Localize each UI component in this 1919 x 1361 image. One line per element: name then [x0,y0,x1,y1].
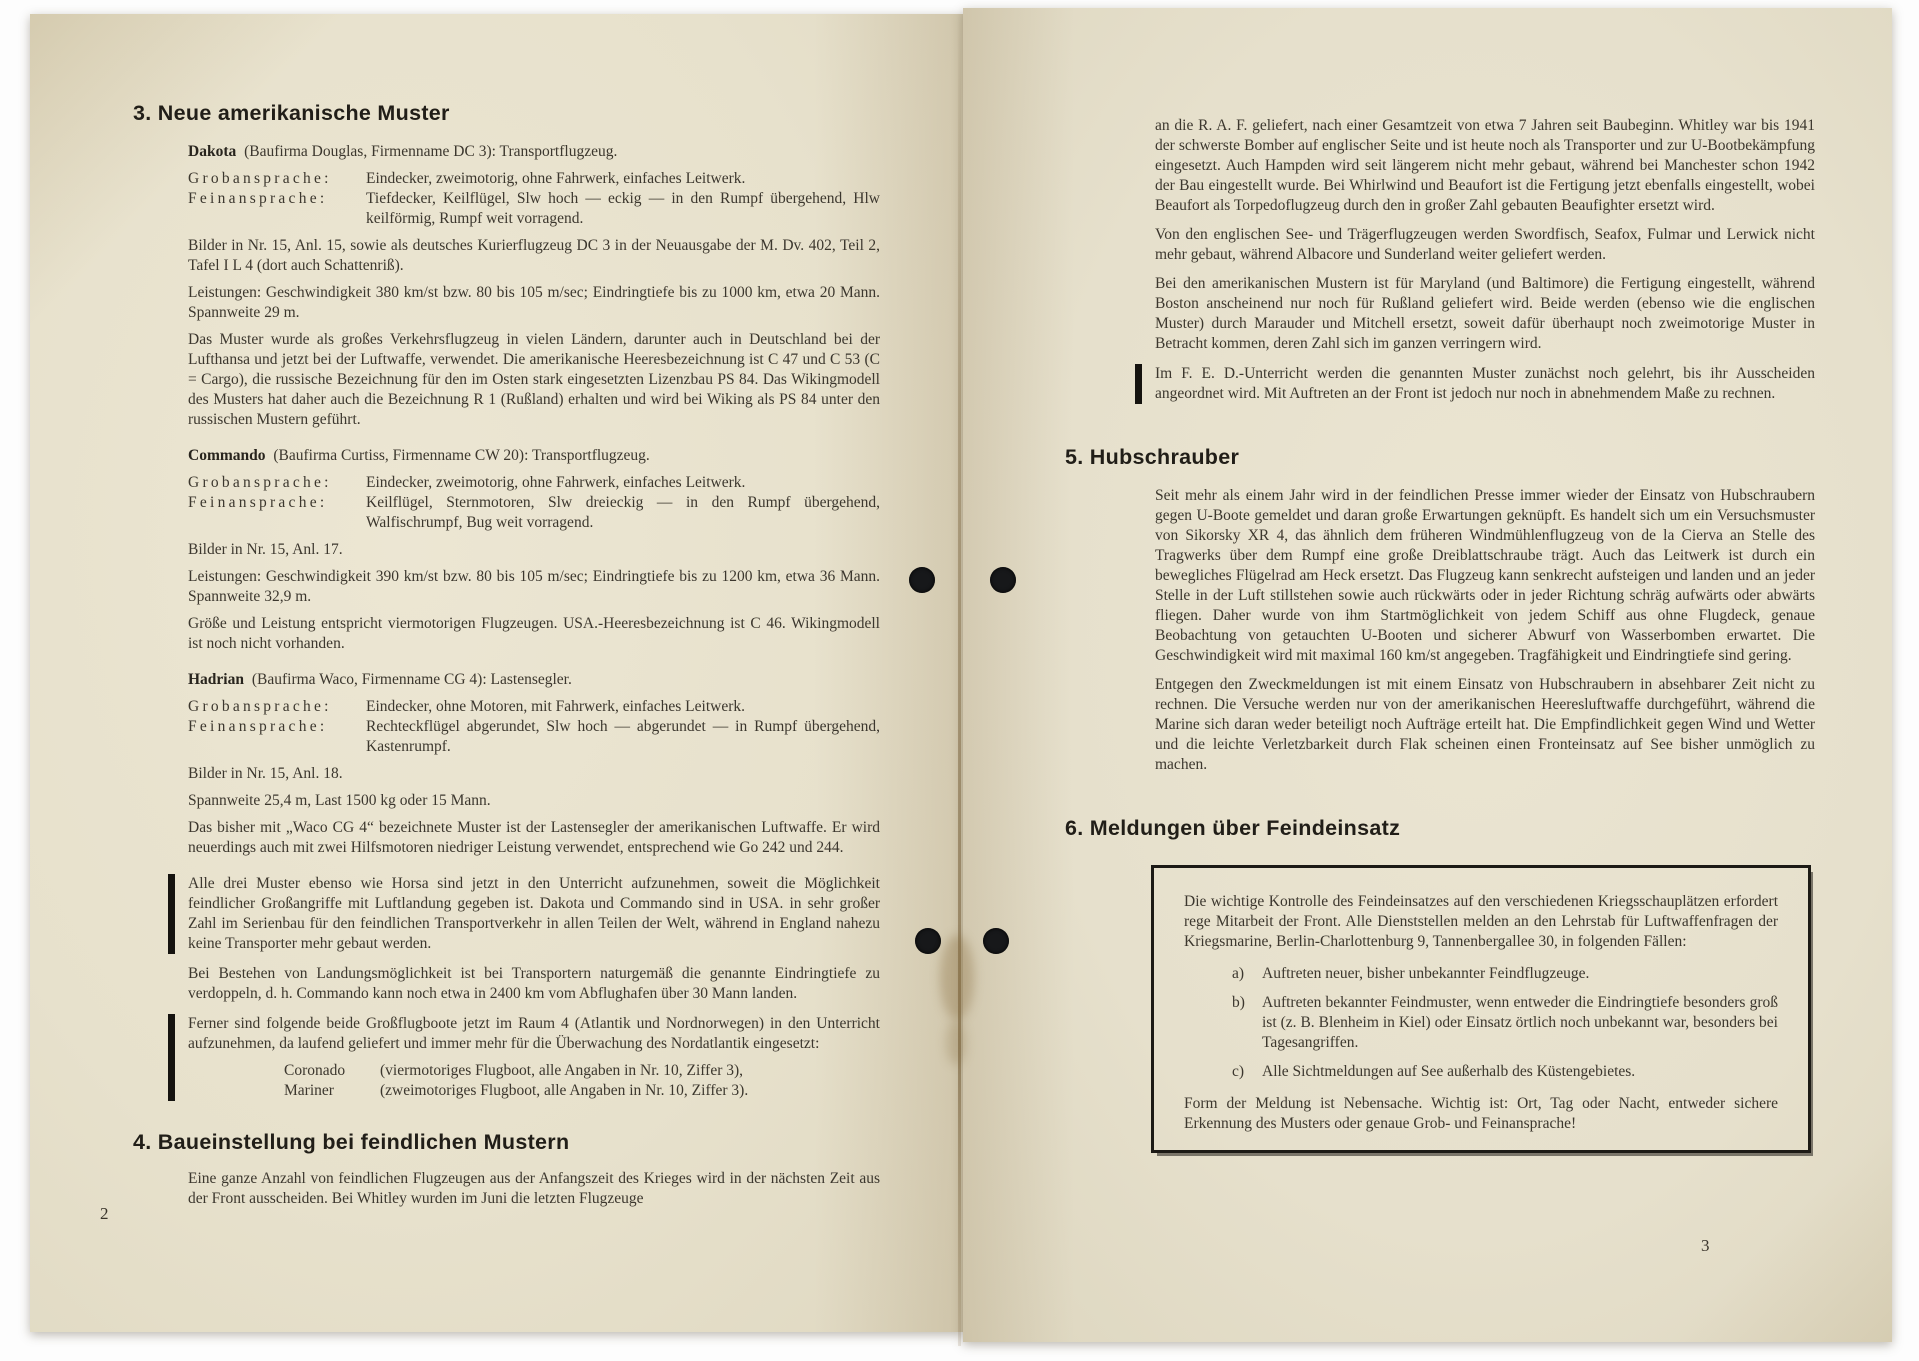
hadrian-description: Das bisher mit „Waco CG 4“ bezeichnete Muster ist der Lastensegler der amerikanischen Luftwaffe. Er wird neuerdings auch mit zwei Hilfsmotoren niedriger Leistung verwendet, entsprechend wie Go 242 und 244. [188,819,880,856]
feinansprache-label: Feinansprache: [188,190,328,207]
hadrian-name: Hadrian [188,671,244,688]
left-page-content [133,100,880,1216]
grobansprache-label: Grobansprache: [188,474,332,491]
hadrian-bilder-note: Bilder in Nr. 15, Anl. 18. [188,765,343,782]
commando-grobansprache-row [188,473,880,493]
dakota-leistungen-note: Leistungen: Geschwindigkeit 380 km/st bzw. 80 bis 105 m/sec; Eindringtiefe bis zu 1000 km, etwa 20 Mann. Spannweite 29 m. [188,284,880,321]
flying-boat-desc: (viermotoriges Flugboot, alle Angaben in Nr. 10, Ziffer 3), [380,1062,744,1079]
feinansprache-label: Feinansprache: [188,718,328,735]
hadrian-intro-text: (Baufirma Waco, Firmenname CG 4): Lastensegler. [251,671,572,688]
feinansprache-label: Feinansprache: [188,494,328,511]
commando-intro-text: (Baufirma Curtiss, Firmenname CW 20): Transportflugzeug. [273,447,650,464]
flying-boat-name: Coronado [284,1062,346,1079]
punch-hole [909,567,935,593]
dakota-intro [188,142,880,162]
dakota-intro-text: (Baufirma Douglas, Firmenname DC 3): Transportflugzeug. [244,143,618,160]
flying-boats-note [168,1014,880,1101]
raf-paragraph: an die R. A. F. geliefert, nach einer Gesamtzeit von etwa 7 Jahren seit Baubeginn. Whitley war bis 1941 der schwerste Bomber auf englischer Seite und ist heute noch als Transporter und zur U-Bootbekämpfung eingesetzt. Auch Hampden wird seit längerem nicht mehr gebaut, während bei Manchester schon 1942 der Bau eingestellt wurde. Bei Whirlwind und Beaufort ist die Fertigung jetzt ebenfalls eingestellt, wobei Beaufort als Torpedoflugzeug durch den in großer Zahl gebauten Beaufighter ersetzt wird. [1155,117,1815,214]
dakota-feinansprache-row [188,189,880,229]
right-page-content [1065,116,1815,1153]
dakota-block [188,142,880,430]
report-item-marker: b) [1232,994,1245,1011]
right-page [963,8,1892,1342]
stain [940,935,974,1020]
hadrian-intro [188,670,880,690]
american-types-paragraph: Bei den amerikanischen Mustern ist für Maryland (und Baltimore) die Fertigung eingestellt, während Boston anscheinend nur noch für Rußland geliefert wird. Beide werden (ebenso wie die englischen Muster) durch Marauder und Mitchell ersetzt, soweit dafür überhaupt noch zweimotorige Muster in Betracht kommen, deren Zahl sich im ganzen verringern wird. [1155,275,1815,352]
page-number: 2 [100,1204,109,1223]
carrier-aircraft-paragraph: Von den englischen See- und Trägerflugzeugen werden Swordfisch, Seafox, Fulmar und Lerwick nicht mehr gebaut, während Albacore und Sunderland weiter geliefert werden. [1155,226,1815,263]
dakota-bilder-note: Bilder in Nr. 15, Anl. 15, sowie als deutsches Kurierflugzeug DC 3 in der Neuausgabe der M. Dv. 402, Teil 2, Tafel I L 4 (dort auch Schattenriß). [188,237,880,274]
landing-note: Bei Bestehen von Landungsmöglichkeit ist bei Transportern naturgemäß die genannte Eindringtiefe zu verdoppeln, d. h. Commando kann noch etwa in 2400 km vom Abflughafen über 30 Mann landen. [188,965,880,1002]
dakota-description: Das Muster wurde als großes Verkehrsflugzeug in vielen Ländern, darunter auch in Deutschland bei der Lufthansa und jetzt bei der Luftwaffe, verwendet. Die amerikanische Heeresbezeichnung ist C 47 und C 53 (C = Cargo), die russische Bezeichnung für den im Osten stark eingesetzten Lizenzbau PS 84. Das Wikingmodell des Musters hat daher auch die Bezeichnung R 1 (Rußland) erhalten und wird bei Wiking als PS 84 unter den russischen Mustern geführt. [188,331,880,428]
report-item-text: Alle Sichtmeldungen auf See außerhalb des Küstengebietes. [1262,1063,1636,1080]
flying-boat-row [284,1061,880,1081]
hadrian-spannweite-note: Spannweite 25,4 m, Last 1500 kg oder 15 Mann. [188,792,491,809]
report-item-text: Auftreten neuer, bisher unbekannter Feindflugzeuge. [1262,965,1590,982]
punch-hole [983,928,1009,954]
feinansprache-value: Rechteckflügel abgerundet, Slw hoch — abgerundet — in Rumpf übergehend, Kastenrumpf. [366,718,880,755]
report-item-b [1232,993,1778,1053]
stain [946,1020,966,1065]
flying-boat-desc: (zweimotoriges Flugboot, alle Angaben in Nr. 10, Ziffer 3). [380,1082,749,1099]
flying-boat-row [284,1081,880,1101]
grobansprache-value: Eindecker, zweimotorig, ohne Fahrwerk, einfaches Leitwerk. [366,170,746,187]
report-item-c [1232,1062,1778,1082]
helicopter-paragraph-1: Seit mehr als einem Jahr wird in der feindlichen Presse immer wieder der Einsatz von Hubschraubern gegen U-Boote gemeldet und daran große Erwartungen geknüpft. Es handelt sich um ein Versuchsmuster von Sikorsky XR 4, das ähnlich dem früheren Windmühlenflugzeug von de la Cierva an Stelle des Tragwerks über dem Rumpf eine große Dreiblattschraube trägt. Auch das Leitwerk ist durch ein bewegliches Flügelrad am Heck ersetzt. Das Flugzeug kann senkrecht aufsteigen und landen und an jeder Stelle in der Luft stillstehen sowie auch rückwärts oder in jeder Richtung schräg aufwärts oder abwärts fliegen. Daher wurde von ihm Startmöglichkeit von jedem Schiff aus ohne Flugdeck, genaue Beobachtung von getauchten U-Booten und sicherer Abwurf von Wasserbomben erwartet. Die Geschwindigkeit wird mit maximal 160 km/st angegeben. Tragfähigkeit und Eindringtiefe sind gering. [1155,487,1815,664]
report-item-text: Auftreten bekannter Feindmuster, wenn entweder die Eindringtiefe besonders groß ist (z. B. Blenheim in Kiel) oder Einsatz örtlich noch unbekannt war, besonders bei Tagesangriffen. [1262,994,1778,1051]
dakota-name: Dakota [188,143,237,160]
flying-boat-list [284,1061,880,1101]
fed-note-text: Im F. E. D.-Unterricht werden die genannten Muster zunächst noch gelehrt, bis ihr Ausscheiden angeordnet wird. Mit Auftreten an der Front ist jedoch nur noch in abnehmendem Maße zu rechnen. [1155,365,1815,402]
report-item-a [1232,964,1778,984]
helicopter-paragraph-2: Entgegen den Zweckmeldungen ist mit einem Einsatz von Hubschraubern in absehbarer Zeit nicht zu rechnen. Die Versuche werden nur von der amerikanischen Heeresluftwaffe durchgeführt, während die Marine sich daran weder beteiligt noch Aufträge erteilt hat. Die Empfindlichkeit gegen Wind und Wetter und die leichte Verletzbarkeit durch Flak scheinen einen Fronteinsatz auf See bisher unmöglich zu machen. [1155,676,1815,773]
flying-boat-name: Mariner [284,1082,334,1099]
section-5-heading: 5. Hubschrauber [1065,445,1240,469]
commando-description: Größe und Leistung entspricht viermotorigen Flugzeugen. USA.-Heeresbezeichnung ist C 46. Wikingmodell ist noch nicht vorhanden. [188,615,880,652]
section-6-heading: 6. Meldungen über Feindeinsatz [1065,816,1401,840]
page-number: 3 [1701,1236,1710,1255]
commando-feinansprache-row [188,493,880,533]
report-item-marker: a) [1232,965,1245,982]
report-box [1151,865,1811,1153]
feinansprache-value: Keilflügel, Sternmotoren, Slw dreieckig — in den Rumpf übergehend, Walfischrumpf, Bug weit vorragend. [366,494,880,531]
flying-boats-intro: Ferner sind folgende beide Großflugboote jetzt im Raum 4 (Atlantik und Nordnorwegen) in den Unterricht aufzunehmen, da laufend geliefert und immer mehr für die Überwachung des Nordatlantik eingesetzt: [188,1015,880,1052]
commando-block [188,446,880,654]
punch-hole [915,928,941,954]
page-fold [958,10,961,1346]
grobansprache-label: Grobansprache: [188,170,332,187]
section-4-paragraph: Eine ganze Anzahl von feindlichen Flugzeugen aus der Anfangszeit des Krieges wird in der nächsten Zeit aus der Front ausscheiden. Bei Whitley wurden im Juni die letzten Flugzeuge [188,1170,880,1207]
grobansprache-value: Eindecker, ohne Motoren, mit Fahrwerk, einfaches Leitwerk. [366,698,745,715]
punch-hole [990,567,1016,593]
hadrian-feinansprache-row [188,717,880,757]
grobansprache-value: Eindecker, zweimotorig, ohne Fahrwerk, einfaches Leitwerk. [366,474,746,491]
commando-bilder-note: Bilder in Nr. 15, Anl. 17. [188,541,343,558]
feinansprache-value: Tiefdecker, Keilflügel, Slw hoch — eckig — in den Rumpf übergehend, Hlw keilförmig, Rumpf weit vorragend. [366,190,880,227]
grobansprache-label: Grobansprache: [188,698,332,715]
training-note-text: Alle drei Muster ebenso wie Horsa sind jetzt in den Unterricht aufzunehmen, soweit die Möglichkeit feindlicher Großangriffe mit Luftlandung gegeben ist. Dakota und Commando sind in USA. in sehr großer Zahl im Serienbau für den feindlichen Transportverkehr in allen Teilen der Welt, während in England nahezu keine Transporter mehr gebaut werden. [188,875,880,952]
left-page [30,14,963,1332]
report-box-intro: Die wichtige Kontrolle des Feindeinsatzes auf den verschiedenen Kriegsschauplätzen erfordert rege Mitarbeit der Front. Alle Dienststellen melden an den Lehrstab für Luftwaffenfragen der Kriegsmarine, Berlin-Charlottenburg 9, Tannenbergallee 30, in folgenden Fällen: [1184,893,1778,950]
fed-note [1135,364,1815,404]
report-item-marker: c) [1232,1063,1245,1080]
commando-leistungen-note: Leistungen: Geschwindigkeit 390 km/st bzw. 80 bis 105 m/sec; Eindringtiefe bis zu 1200 km, etwa 36 Mann. Spannweite 32,9 m. [188,568,880,605]
commando-name: Commando [188,447,266,464]
dakota-grobansprache-row [188,169,880,189]
section-4-heading: 4. Baueinstellung bei feindlichen Mustern [133,1130,570,1154]
section-3-heading: 3. Neue amerikanische Muster [133,101,450,125]
hadrian-block [188,670,880,858]
training-note [168,874,880,954]
hadrian-grobansprache-row [188,697,880,717]
commando-intro [188,446,880,466]
report-box-outro: Form der Meldung ist Nebensache. Wichtig ist: Ort, Tag oder Nacht, entweder sichere Erkennung des Musters oder genaue Grob- und Feinansprache! [1184,1095,1778,1132]
